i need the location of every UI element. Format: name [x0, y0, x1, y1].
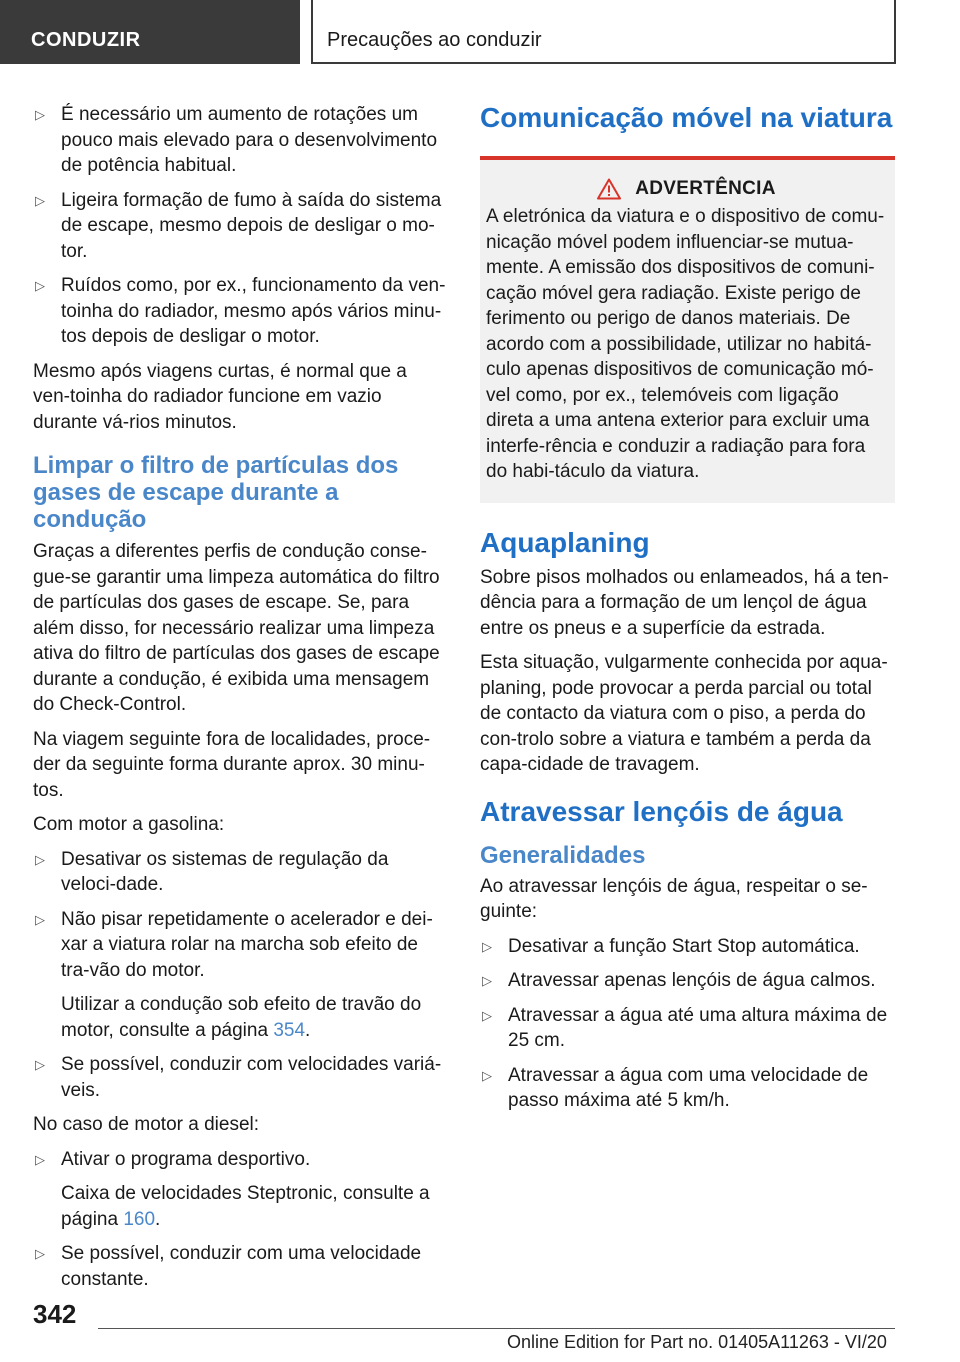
list-item: ▷ Atravessar a água até uma altura máxima de 25 cm.: [482, 1004, 888, 1051]
paragraph-filter-1: Graças a diferentes perfis de condução conse-gue-se garantir uma limpeza automática do filtro de partículas dos gases de escape. Se, para além disso, for necessário realizar uma limpeza ativa do filtro de partículas dos gases de escape durante a condução, é exibida uma mensagem do Check-Control.: [33, 541, 440, 715]
list-item: ▷ Se possível, conduzir com velocidades variá-veis.: [35, 1054, 442, 1101]
list-item: ▷ Desativar os sistemas de regulação da veloci-dade.: [35, 848, 389, 895]
list-item: ▷ Não pisar repetidamente o acelerador e dei-xar a viatura rolar na marcha sob efeito de tra-vão do motor.: [35, 908, 433, 981]
warning-box: [480, 160, 895, 503]
heading-filter-cleaning: Limpar o filtro de partículas dos gases de escape durante a condução: [33, 452, 399, 533]
paragraph-aquaplaning-1: Sobre pisos molhados ou enlameados, há a ten-dência para a formação de um lençol de água entre os pneus e a superfície da estrada.: [480, 566, 889, 639]
warning-header: [486, 178, 887, 200]
warning-triangle-icon: [597, 178, 621, 200]
list-item: ▷ Ativar o programa desportivo.: [33, 1147, 447, 1173]
heading-water-crossing: Atravessar lençóis de água: [480, 795, 843, 827]
triangle-bullet-icon: ▷: [35, 911, 45, 927]
heading-general: Generalidades: [480, 841, 646, 869]
triangle-bullet-icon: ▷: [482, 938, 492, 954]
section-tab: CONDUZIR: [0, 0, 300, 64]
paragraph-fan: Mesmo após viagens curtas, é normal que a ven-toinha do radiador funcione em vazio durante vá-rios minutos.: [33, 360, 407, 433]
list-item-note: Caixa de velocidades Steptronic, consulte a página 160.: [61, 1183, 430, 1230]
heading-aquaplaning: Aquaplaning: [480, 526, 650, 558]
diesel-label: No caso de motor a diesel:: [33, 1114, 260, 1135]
paragraph-filter-2: Na viagem seguinte fora de localidades, proce-der da seguinte forma durante aprox. 30 minu-tos.: [33, 728, 431, 801]
list-item: ▷ É necessário um aumento de rotações um pouco mais elevado para o desenvolvimento de potência habitual.: [35, 104, 438, 176]
list-item: ▷ Se possível, conduzir com uma velocidade constante.: [35, 1243, 422, 1290]
footer-edition: Online Edition for Part no. 01405A11263 - VI/20: [507, 1332, 887, 1352]
triangle-bullet-icon: ▷: [35, 1246, 45, 1261]
list-item: ▷ Atravessar apenas lençóis de água calmos.: [480, 968, 895, 994]
list-item: ▷ Desativar a função Start Stop automática.: [480, 934, 895, 960]
paragraph-water-intro: Ao atravessar lençóis de água, respeitar o se-guinte:: [480, 875, 868, 922]
triangle-bullet-icon: ▷: [35, 1151, 45, 1167]
left-column: [33, 102, 447, 1301]
page-link-354[interactable]: 354: [273, 1019, 306, 1041]
page-link-160[interactable]: 160: [123, 1208, 156, 1230]
triangle-bullet-icon: ▷: [35, 192, 45, 208]
list-item: ▷ Ruídos como, por ex., funcionamento da ven-toinha do radiador, mesmo após vários minu-tos depois de desligar o motor.: [35, 275, 446, 347]
list-item: ▷ Ligeira formação de fumo à saída do sistema de escape, mesmo depois de desligar o mo-tor.: [35, 189, 442, 262]
triangle-bullet-icon: ▷: [482, 1007, 492, 1023]
list-item: ▷ Atravessar a água com uma velocidade de passo máxima até 5 km/h.: [482, 1064, 869, 1111]
triangle-bullet-icon: ▷: [35, 278, 45, 293]
triangle-bullet-icon: ▷: [482, 1067, 492, 1083]
triangle-bullet-icon: ▷: [482, 973, 492, 988]
triangle-bullet-icon: ▷: [35, 851, 45, 867]
triangle-bullet-icon: ▷: [35, 1057, 45, 1072]
page-number: 342: [33, 1299, 77, 1329]
right-column: [480, 102, 895, 1123]
footer-divider: [98, 1328, 895, 1329]
paragraph-aquaplaning-2: Esta situação, vulgarmente conhecida por aqua-planing, pode provocar a perda parcial ou total de contacto da viatura com o piso, a perda do con-trolo sobre a viatura e também a perda da capa-cidade de travagem.: [480, 652, 888, 775]
page-header-title: Precauções ao conduzir: [311, 0, 896, 64]
triangle-bullet-icon: ▷: [35, 107, 45, 122]
warning-label: ADVERTÊNCIA: [635, 178, 776, 199]
warning-text: A eletrónica da viatura e o dispositivo de comu-nicação móvel podem influenciar-se mutua-mente. A emissão dos dispositivos de comuni-cação móvel gera radiação. Existe perigo de ferimento ou perigo de danos materiais. De acordo com a possibilidade, utilizar no habitá-culo apenas dispositivos de comunicação mó-vel como, por ex., telemóveis com ligação direta a uma antena exterior para excluir uma interfe-rência e conduzir a radiação para fora do habi-táculo da viatura.: [486, 206, 885, 482]
list-item-note: Utilizar a condução sob efeito de travão do motor, consulte a página 354.: [61, 994, 422, 1041]
heading-mobile-communication: Comunicação móvel na viatura: [480, 102, 893, 133]
gasoline-label: Com motor a gasolina:: [33, 814, 225, 835]
